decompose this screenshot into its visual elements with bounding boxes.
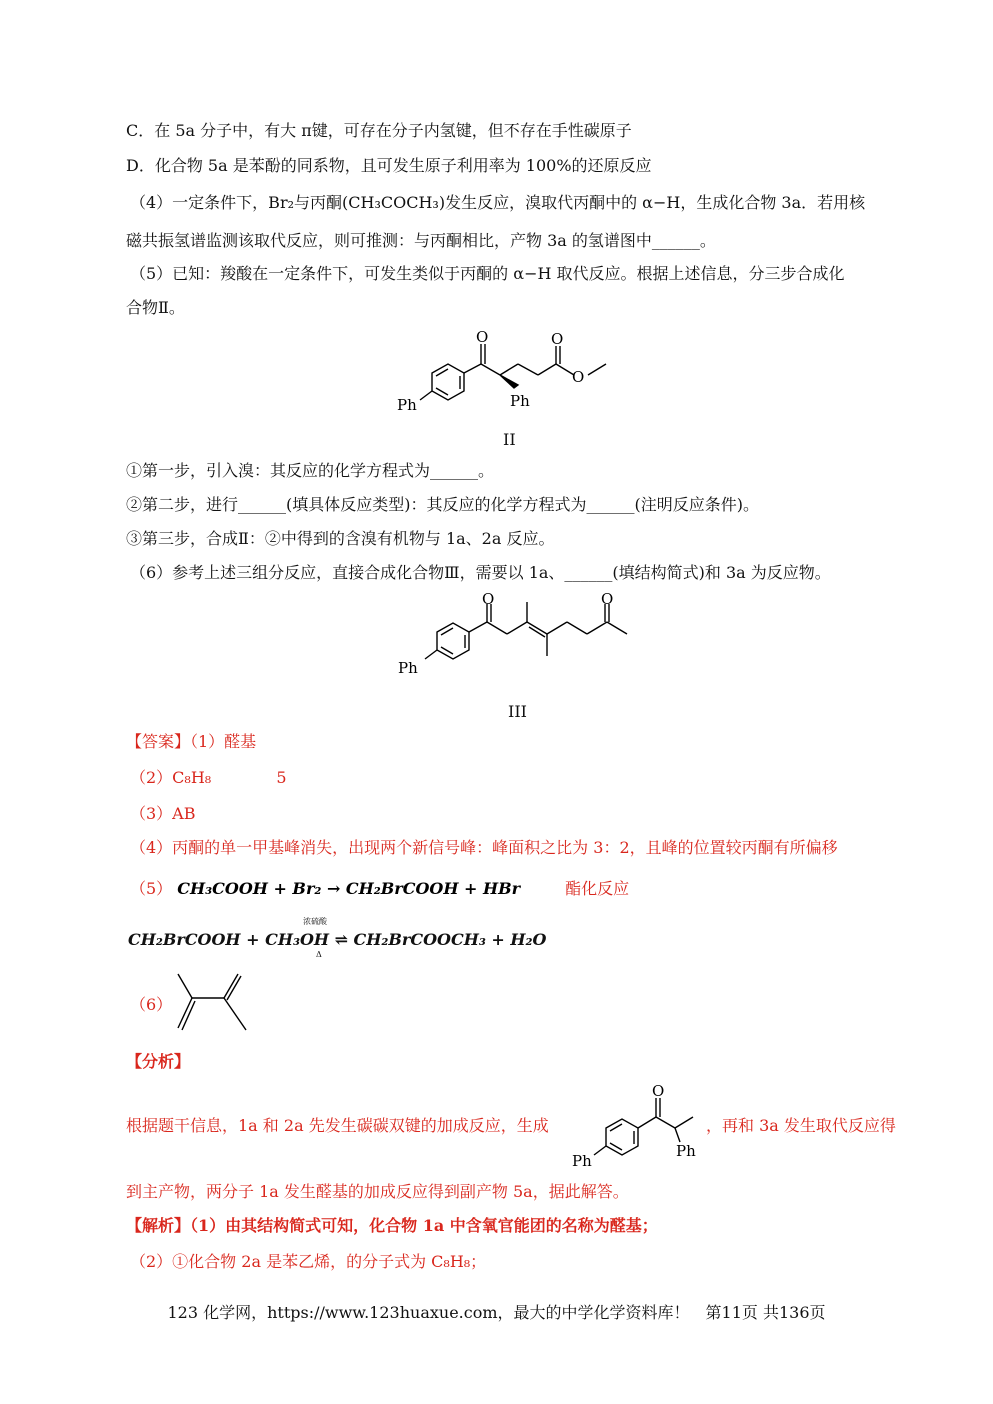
page-footer: 123 化学网，https://www.123huaxue.com，最大的中学化学资料库！ 第11页 共136页: [167, 1303, 826, 1322]
step-1: ①第一步，引入溴：其反应的化学方程式为______。: [126, 461, 495, 480]
ph-label-3: Ph: [398, 659, 418, 677]
question-4: （4）一定条件下，Br₂与丙酮(CH₃COCH₃)发生反应，溴取代丙酮中的 α−H，生成化合物 3a．若用核: [130, 193, 866, 212]
step-2: ②第二步，进行______(填具体反应类型)：其反应的化学方程式为______(注明反应条件)。: [126, 495, 759, 514]
o-label-2: O: [551, 330, 564, 348]
answer-1: 【答案】（1）醛基: [126, 732, 257, 751]
question-5: （5）已知：羧酸在一定条件下，可发生类似于丙酮的 α−H 取代反应。根据上述信息，分三步合成化: [130, 264, 845, 283]
answer-5-equation-1: CH₃COOH + Br₂ → CH₂BrCOOH + HBr: [177, 879, 521, 898]
answer-5-equation-2: CH₂BrCOOH + CH₃OH ⇌ CH₂BrCOOCH₃ + H₂O: [128, 930, 547, 949]
option-d: D．化合物 5a 是苯酚的同系物，且可发生原子利用率为 100%的还原反应: [126, 156, 652, 175]
o-label-5: O: [601, 592, 614, 608]
step-3: ③第三步，合成Ⅱ：②中得到的含溴有机物与 1a、2a 反应。: [126, 529, 555, 548]
o-label-1: O: [476, 328, 489, 346]
o-label-3: O: [572, 368, 585, 386]
analysis-line-1a: 根据题干信息，1a 和 2a 先发生碳碳双键的加成反应，生成: [126, 1116, 549, 1135]
compound-ii-structure: [390, 328, 650, 428]
explanation-1-text: 【解析】（1）由其结构简式可知，化合物 1a 中含氧官能团的名称为醛基；: [126, 1216, 658, 1235]
analysis-line-1b: ，再和 3a 发生取代反应得: [706, 1116, 896, 1135]
answer-2-formula: （2）C₈H₈: [130, 768, 212, 787]
ph-label-2: Ph: [510, 392, 530, 410]
question-6: （6）参考上述三组分反应，直接合成化合物Ⅲ，需要以 1a、______(填结构简式)和 3a 为反应物。: [130, 563, 831, 582]
label-ii: II: [503, 430, 516, 449]
ph-label-5: Ph: [676, 1142, 696, 1160]
answer-3: （3）AB: [130, 804, 196, 823]
answer-5: [130, 879, 629, 899]
analysis-line-2: 到主产物，两分子 1a 发生醛基的加成反应得到副产物 5a，据此解答。: [126, 1182, 629, 1201]
label-iii: III: [508, 702, 527, 721]
compound-iii-structure: [395, 592, 655, 692]
explanation-1: [126, 1216, 658, 1236]
answer-4: （4）丙酮的单一甲基峰消失，出现两个新信号峰：峰面积之比为 3：2，且峰的位置较丙酮有所偏移: [130, 838, 838, 857]
question-5-cont: 合物Ⅱ。: [126, 298, 185, 317]
answer-5-equation-2-wrap: [128, 930, 546, 950]
analysis-intermediate-structure: [572, 1082, 712, 1172]
answer-5-condition-top: 浓硫酸: [303, 917, 327, 926]
ph-label-1: Ph: [397, 396, 417, 414]
answer-6-diene-structure: [170, 970, 260, 1040]
o-label-4: O: [482, 592, 495, 608]
option-c: C．在 5a 分子中，有大 π键，可存在分子内氢键，但不存在手性碳原子: [126, 121, 632, 140]
answer-2: [130, 768, 287, 788]
ph-label-4: Ph: [572, 1152, 592, 1170]
analysis-heading: 【分析】: [126, 1052, 191, 1071]
answer-2-count: 5: [276, 768, 287, 787]
explanation-2: （2）①化合物 2a 是苯乙烯，的分子式为 C₈H₈；: [130, 1252, 487, 1271]
answer-5-reaction-type: 酯化反应: [565, 879, 630, 898]
question-4-cont: 磁共振氢谱监测该取代反应，则可推测：与丙酮相比，产物 3a 的氢谱图中______。: [126, 231, 716, 250]
answer-5-condition-bottom: Δ: [316, 950, 322, 959]
answer-5-label: （5）: [130, 879, 173, 898]
answer-6-label: （6）: [130, 995, 173, 1014]
o-label-6: O: [652, 1082, 665, 1100]
